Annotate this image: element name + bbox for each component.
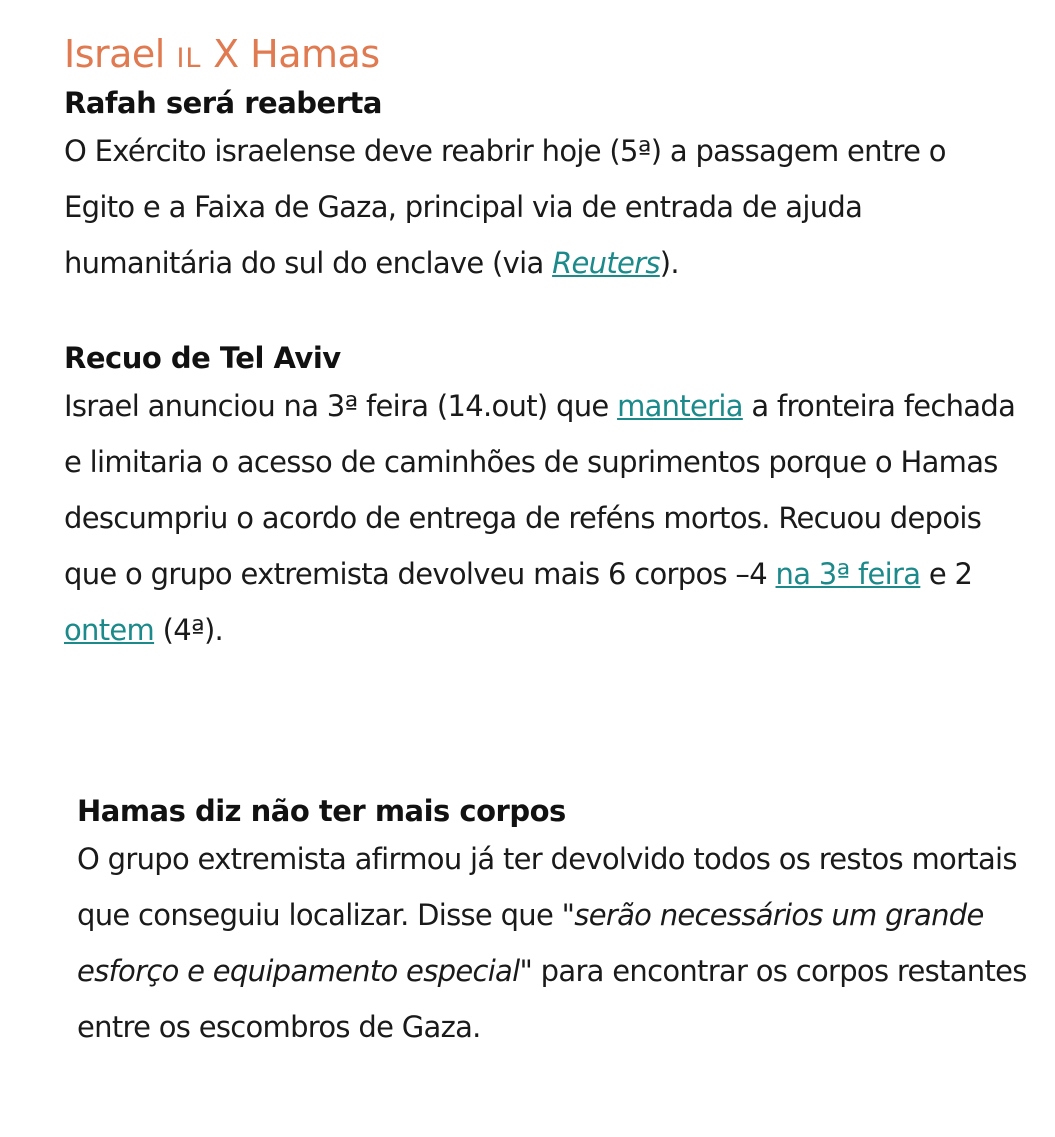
heading-rafah: Rafah será reaberta	[64, 86, 382, 120]
paragraph-rafah	[64, 123, 1024, 291]
flag-icons: IL	[176, 43, 202, 74]
quote: "serão necessários um grande esforço e equipamento especial"	[77, 898, 984, 988]
section-title	[64, 30, 1024, 83]
section-hamas	[77, 791, 1027, 1055]
section-rafah	[64, 30, 1024, 291]
text: e 2	[920, 557, 973, 591]
link-na-3a-feira[interactable]: na 3ª feira	[775, 557, 921, 591]
heading-hamas: Hamas diz não ter mais corpos	[77, 794, 566, 828]
text: O grupo extremista afirmou já ter devolvido todos os restos mortais que conseguiu localizar. Disse que	[77, 842, 1017, 932]
paragraph-hamas	[77, 831, 1027, 1055]
link-reuters[interactable]	[552, 246, 660, 280]
heading-recuo: Recuo de Tel Aviv	[64, 341, 341, 375]
text: Israel anunciou na 3ª feira (14.out) que	[64, 389, 618, 423]
link-reuters-text[interactable]: Reuters	[552, 246, 660, 280]
link-ontem[interactable]: ontem	[64, 613, 155, 647]
title-right: X Hamas	[213, 32, 380, 76]
link-manteria[interactable]: manteria	[617, 389, 743, 423]
text: O Exército israelense deve reabrir hoje (5ª) a passagem entre o Egito e a Faixa de Gaza, principal via de entrada de ajuda humanitária do sul do enclave (via	[64, 134, 946, 280]
text: para encontrar os corpos restantes entre os escombros de Gaza.	[77, 954, 1027, 1044]
title-left: Israel	[64, 32, 165, 76]
text: (4ª).	[154, 613, 224, 647]
section-recuo	[64, 338, 1024, 658]
paragraph-recuo	[64, 378, 1024, 658]
text: ).	[659, 246, 679, 280]
text: a fronteira fechada e limitaria o acesso de caminhões de suprimentos porque o Hamas descumpriu o acordo de entrega de reféns mortos. Recuou depois que o grupo extremista devolveu mais 6 corpos –4	[64, 389, 1016, 591]
